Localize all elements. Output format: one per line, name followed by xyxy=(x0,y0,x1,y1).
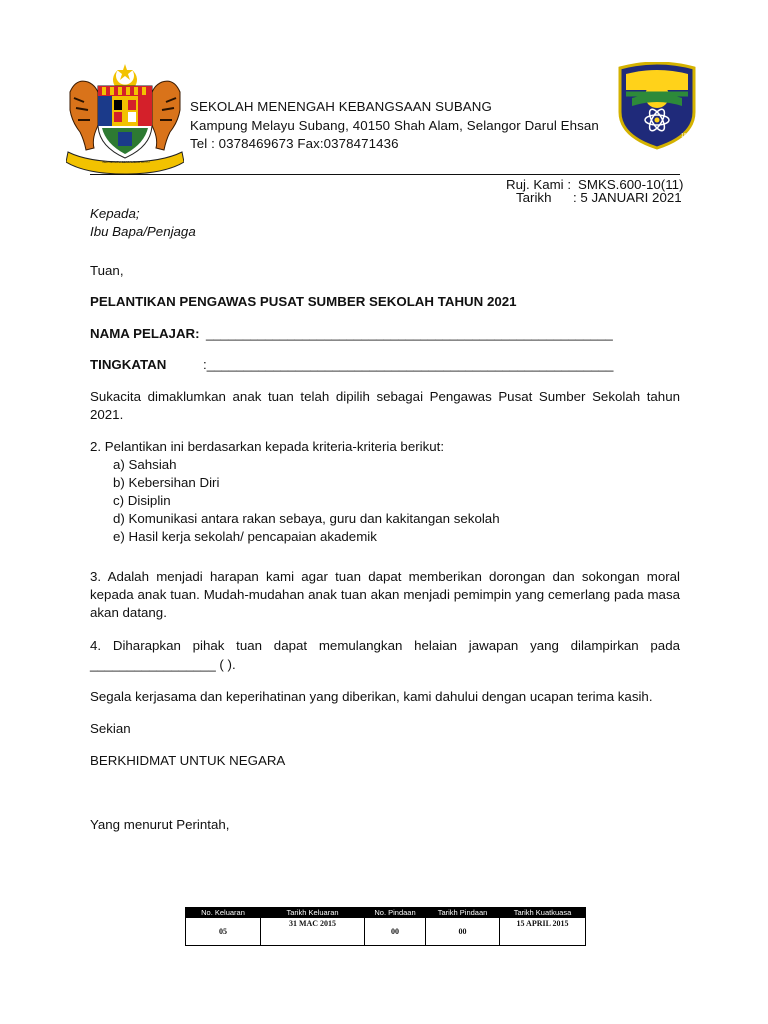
tarikh-value: : 5 JANUARI 2021 xyxy=(573,190,682,205)
value-no-keluaran: 05 xyxy=(186,918,261,946)
recipient-line-2: Ibu Bapa/Penjaga xyxy=(90,224,196,239)
paragraph-3: 3. Adalah menjadi harapan kami agar tuan dapat memberikan dorongan dan sokongan moral kepada anak tuan. Mudah-mudahan anak tuan akan menjadi pemimpin yang cemerlang pada masa akan datang. xyxy=(90,569,680,620)
tingkatan-line: :_______________________________________________________ xyxy=(203,357,614,372)
header-divider xyxy=(90,174,680,175)
header-tarikh-pindaan: Tarikh Pindaan xyxy=(426,908,500,918)
school-logo-year: 1997 xyxy=(681,133,693,139)
tarikh-label: Tarikh xyxy=(516,190,552,205)
header-tarikh-keluaran: Tarikh Keluaran xyxy=(261,908,365,918)
school-name: SEKOLAH MENENGAH KEBANGSAAN SUBANG xyxy=(190,99,492,114)
nama-label: NAMA PELAJAR: xyxy=(90,326,200,341)
paragraph-4-line-1: 4. Diharapkan pihak tuan dapat memulangkan helaian jawapan yang dilampirkan pada xyxy=(90,638,680,653)
criteria-list xyxy=(113,456,500,546)
paragraph-5: Segala kerjasama dan keperihatinan yang diberikan, kami dahului dengan ucapan terima kasih. xyxy=(90,689,653,704)
list-item: d) Komunikasi antara rakan sebaya, guru dan kakitangan sekolah xyxy=(113,511,500,526)
header-no-pindaan: No. Pindaan xyxy=(365,908,426,918)
closing: Yang menurut Perintah, xyxy=(90,817,230,832)
motto: BERKHIDMAT UNTUK NEGARA xyxy=(90,753,286,768)
header-tarikh-kuatkuasa: Tarikh Kuatkuasa xyxy=(500,908,586,918)
ruj-label: Ruj. Kami : xyxy=(506,177,572,192)
coat-of-arms-logo xyxy=(66,62,184,174)
value-tarikh-keluaran: 31 MAC 2015 xyxy=(261,918,365,946)
list-item: b) Kebersihan Diri xyxy=(113,475,220,490)
nama-line: _______________________________________________________ xyxy=(206,326,613,341)
header-no-keluaran: No. Keluaran xyxy=(186,908,261,918)
list-item: a) Sahsiah xyxy=(113,457,177,472)
school-phone-fax: Tel : 0378469673 Fax:0378471436 xyxy=(190,136,399,151)
letter-title: PELANTIKAN PENGAWAS PUSAT SUMBER SEKOLAH TAHUN 2021 xyxy=(90,294,517,309)
salutation: Tuan, xyxy=(90,263,124,278)
sekian: Sekian xyxy=(90,721,131,736)
paragraph-2-intro: 2. Pelantikan ini berdasarkan kepada kriteria-kriteria berikut: xyxy=(90,439,445,454)
value-no-pindaan: 00 xyxy=(365,918,426,946)
list-item: c) Disiplin xyxy=(113,493,171,508)
value-tarikh-kuatkuasa: 15 APRIL 2015 xyxy=(500,918,586,946)
value-tarikh-pindaan: 00 xyxy=(426,918,500,946)
paragraph-1: Sukacita dimaklumkan anak tuan telah dipilih sebagai Pengawas Pusat Sumber Sekolah tahun 2021. xyxy=(90,389,680,422)
school-address: Kampung Melayu Subang, 40150 Shah Alam, Selangor Darul Ehsan xyxy=(190,118,599,133)
crest-motto: BERSEKUTU BERTAMBAH MUTU xyxy=(102,160,150,164)
ruj-value: SMKS.600-10(11) xyxy=(578,177,684,192)
recipient-line-1: Kepada; xyxy=(90,206,140,221)
paragraph-4-line-2: _________________ ( ). xyxy=(90,657,236,672)
tingkatan-label: TINGKATAN xyxy=(90,357,167,372)
revision-table xyxy=(185,907,586,946)
list-item: e) Hasil kerja sekolah/ pencapaian akademik xyxy=(113,529,377,544)
